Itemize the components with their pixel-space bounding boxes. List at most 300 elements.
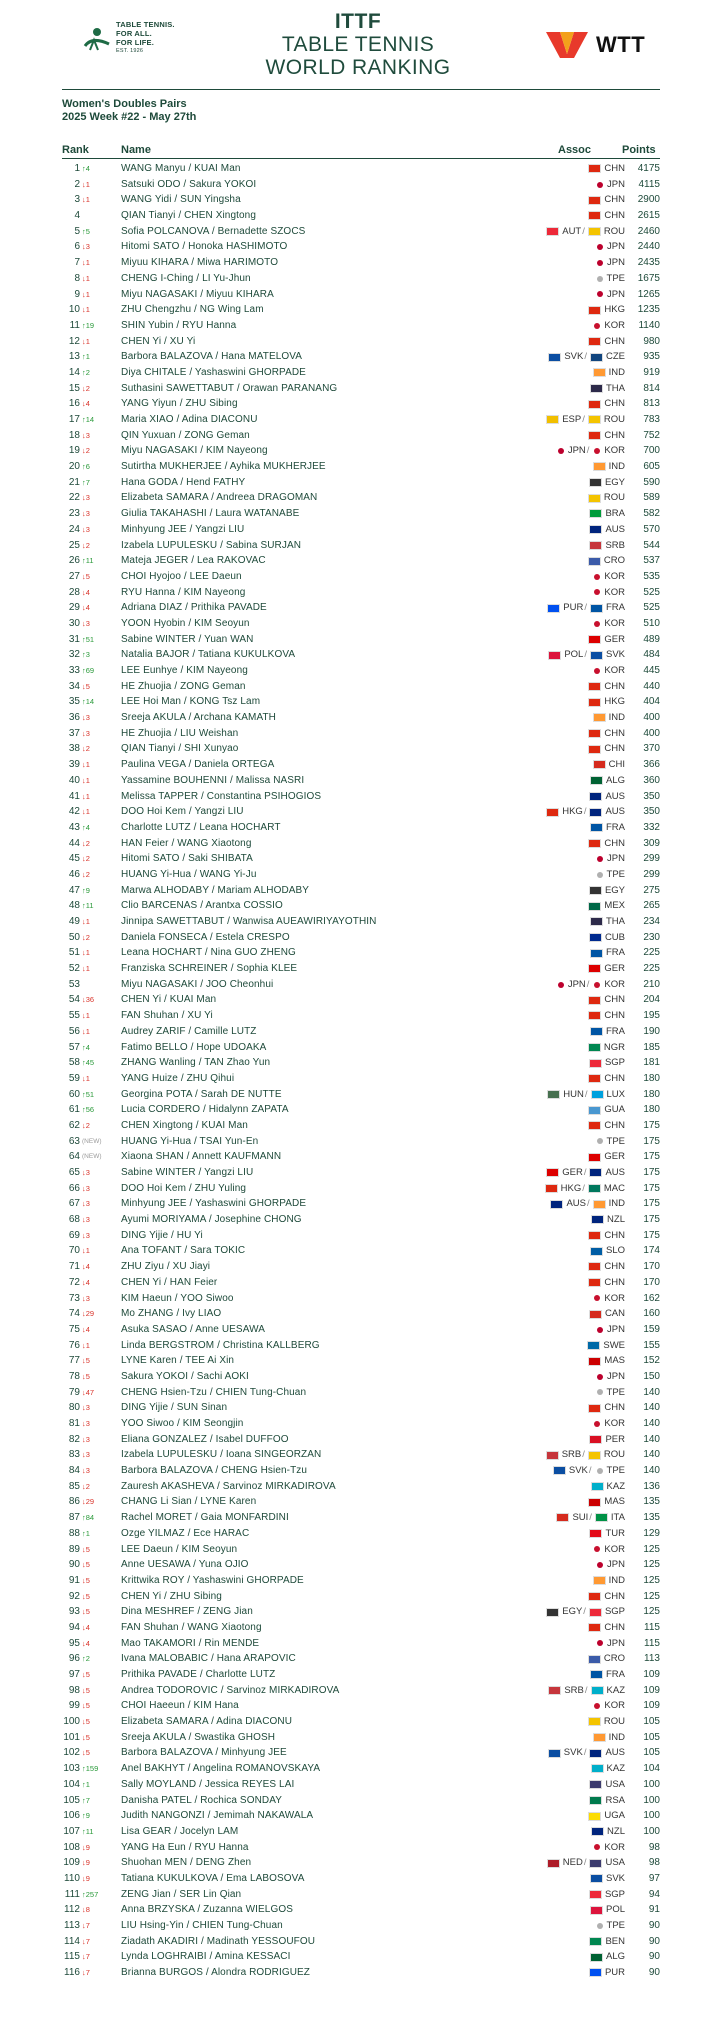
assoc-code: CHN <box>604 837 625 849</box>
flag-icon <box>588 698 601 707</box>
assoc-cell <box>440 632 625 648</box>
assoc-cell <box>440 1134 625 1150</box>
rank-cell: 62 <box>68 1119 80 1131</box>
assoc-code: SVK <box>564 351 584 363</box>
table-row <box>0 1636 716 1652</box>
pair-name: Ana TOFANT / Sara TOKIC <box>121 1245 246 1257</box>
assoc-separator: / <box>586 978 590 990</box>
points-cell: 170 <box>643 1276 660 1288</box>
pair-name: Melissa TAPPER / Constantina PSIHOGIOS <box>121 790 322 802</box>
assoc-code: CHN <box>604 194 625 206</box>
flag-icon <box>558 448 564 454</box>
flag-icon <box>547 604 560 613</box>
rank-cell: 116 <box>64 1967 80 1979</box>
flag-icon <box>553 1466 566 1475</box>
rank-change: ↓1 <box>82 760 90 770</box>
points-cell: 210 <box>643 978 660 990</box>
title-line-1: ITTF <box>334 10 382 33</box>
pair-name: HE Zhuojia / ZONG Geman <box>121 680 246 692</box>
rank-cell: 92 <box>68 1590 80 1602</box>
ittf-logo <box>82 18 192 62</box>
flag-icon <box>588 745 601 754</box>
assoc-cell <box>440 930 625 946</box>
assoc-cell <box>440 1808 625 1824</box>
points-cell: 570 <box>643 523 660 535</box>
rank-change: ↑4 <box>82 1042 90 1052</box>
table-row <box>0 1416 716 1432</box>
assoc-code: KOR <box>604 1543 625 1555</box>
table-row <box>0 161 716 177</box>
assoc-cell <box>440 412 625 428</box>
rank-change: ↓3 <box>82 1215 90 1225</box>
points-cell: 100 <box>643 1794 660 1806</box>
assoc-code: GER <box>562 1167 583 1178</box>
assoc-code: CHN <box>604 1072 625 1084</box>
assoc-cell <box>440 836 625 852</box>
rank-cell: 73 <box>68 1292 80 1304</box>
rank-cell: 81 <box>68 1418 80 1429</box>
pair-name: CHENG Hsien-Tzu / CHIEN Tung-Chuan <box>121 1386 307 1398</box>
pair-name: Maria XIAO / Adina DIACONU <box>121 414 258 425</box>
assoc-cell <box>440 1573 625 1589</box>
rank-change: ↑1 <box>82 1528 90 1538</box>
pair-name: Sakura YOKOI / Sachi AOKI <box>121 1370 249 1382</box>
assoc-cell <box>440 867 625 883</box>
table-row <box>0 255 716 271</box>
assoc-cell <box>440 1542 625 1558</box>
points-cell: 350 <box>643 790 660 802</box>
points-cell: 115 <box>644 1621 660 1633</box>
pair-name: CHANG Li Sian / LYNE Karen <box>121 1496 257 1508</box>
rank-change: ↓1 <box>82 1011 90 1021</box>
flag-icon <box>597 1138 603 1144</box>
flag-icon <box>548 1686 561 1695</box>
rank-cell: 40 <box>68 774 80 786</box>
rank-cell: 107 <box>63 1825 80 1837</box>
points-cell: 366 <box>643 759 660 771</box>
rank-change: ↓2 <box>82 1481 90 1491</box>
assoc-cell <box>440 1306 625 1322</box>
assoc-code: CHN <box>604 398 625 410</box>
assoc-cell <box>440 1040 625 1056</box>
table-row <box>0 600 716 616</box>
flag-icon <box>589 1059 602 1068</box>
points-cell: 589 <box>643 492 660 504</box>
rank-cell: 1 <box>74 163 80 174</box>
table-row <box>0 1714 716 1730</box>
assoc-cell <box>440 1887 625 1903</box>
flag-icon <box>597 1374 603 1380</box>
assoc-cell <box>440 1902 625 1918</box>
points-cell: 752 <box>643 429 660 441</box>
assoc-code: ITA <box>610 1512 625 1524</box>
rank-cell: 3 <box>74 194 80 206</box>
assoc-code: THA <box>606 916 625 927</box>
rank-cell: 74 <box>68 1308 80 1320</box>
flag-icon <box>591 1686 604 1695</box>
rank-change: ↓1 <box>82 305 90 315</box>
table-row <box>0 553 716 569</box>
assoc-code: AUS <box>605 790 625 802</box>
assoc-code: KOR <box>604 1700 625 1712</box>
rank-change: ↑4 <box>82 164 90 173</box>
rank-change: ↑84 <box>82 1513 95 1523</box>
table-row <box>0 1510 716 1526</box>
rank-cell: 113 <box>64 1920 80 1931</box>
assoc-cell <box>440 1416 625 1432</box>
points-cell: 181 <box>643 1057 660 1069</box>
flag-icon <box>594 574 600 580</box>
pair-name: Paulina VEGA / Daniela ORTEGA <box>121 759 275 771</box>
pair-name: Ayumi MORIYAMA / Josephine CHONG <box>121 1214 302 1226</box>
column-header-name: Name <box>121 144 151 156</box>
flag-icon <box>597 1923 603 1929</box>
rank-change: ↓3 <box>82 1293 90 1303</box>
flag-icon <box>597 1389 603 1395</box>
rank-cell: 63 <box>68 1135 80 1147</box>
table-row <box>0 1432 716 1448</box>
table-row <box>0 992 716 1008</box>
rank-cell: 114 <box>64 1935 80 1947</box>
rank-change: ↑3 <box>82 650 90 660</box>
rank-change: ↓2 <box>82 869 90 879</box>
assoc-cell <box>440 522 625 538</box>
pair-name: Hitomi SATO / Saki SHIBATA <box>121 853 253 865</box>
rank-change: ↑14 <box>82 415 95 424</box>
pair-name: Danisha PATEL / Rochica SONDAY <box>121 1794 283 1806</box>
flag-icon <box>589 1796 602 1805</box>
rank-change: ↓2 <box>82 446 90 456</box>
assoc-cell <box>440 1102 625 1118</box>
rank-cell: 20 <box>68 461 80 473</box>
wtt-wordmark: WTT <box>596 32 646 57</box>
table-row <box>0 710 716 726</box>
assoc-code: ROU <box>603 225 625 237</box>
pair-name: YANG Yiyun / ZHU Sibing <box>121 398 238 410</box>
points-cell: 100 <box>643 1810 660 1822</box>
assoc-code: SGP <box>604 1888 625 1900</box>
rank-cell: 97 <box>68 1669 80 1680</box>
table-row <box>0 961 716 977</box>
rank-cell: 67 <box>68 1198 80 1210</box>
pair-name: Barbora BALAZOVA / CHENG Hsien-Tzu <box>121 1465 308 1477</box>
rank-change: ↑11 <box>82 556 94 566</box>
rank-cell: 6 <box>74 241 80 253</box>
flag-icon <box>590 1953 603 1962</box>
assoc-cell <box>440 1651 625 1667</box>
assoc-cell <box>440 396 625 412</box>
flag-icon <box>597 1468 603 1474</box>
assoc-code: AUS <box>605 1747 625 1759</box>
pair-name: Fatimo BELLO / Hope UDOAKA <box>121 1041 267 1053</box>
rank-cell: 65 <box>68 1167 80 1178</box>
assoc-code: ROU <box>603 414 625 425</box>
assoc-cell <box>440 1463 625 1479</box>
pair-name: Shuohan MEN / DENG Zhen <box>121 1857 252 1869</box>
assoc-separator: / <box>583 806 587 818</box>
assoc-code: NED <box>562 1857 583 1869</box>
pair-name: SHIN Yubin / RYU Hanna <box>121 319 237 331</box>
assoc-cell <box>440 428 625 444</box>
assoc-cell <box>440 663 625 679</box>
rank-change: ↓5 <box>82 1575 90 1585</box>
points-cell: 309 <box>643 837 660 849</box>
rank-change: ↓3 <box>82 1434 90 1444</box>
table-row <box>0 1887 716 1903</box>
table-row <box>0 1259 716 1275</box>
assoc-code: CRO <box>603 1653 625 1665</box>
table-row <box>0 977 716 993</box>
points-cell: 152 <box>643 1355 660 1367</box>
assoc-cell <box>440 1212 625 1228</box>
rank-cell: 58 <box>68 1057 80 1069</box>
pair-name: Marwa ALHODABY / Mariam ALHODABY <box>121 884 310 896</box>
rank-change: ↓2 <box>82 540 90 550</box>
assoc-cell <box>440 1604 625 1620</box>
assoc-separator: / <box>584 602 587 614</box>
rank-change: ↓3 <box>82 1466 90 1476</box>
pair-name: Minhyung JEE / Yangzi LIU <box>121 523 245 535</box>
assoc-code: TPE <box>606 1465 625 1477</box>
assoc-code: CHN <box>604 335 625 347</box>
assoc-cell <box>440 1761 625 1777</box>
flag-icon <box>588 1231 601 1240</box>
rank-change: ↑159 <box>82 1764 99 1774</box>
rank-cell: 25 <box>68 539 80 551</box>
assoc-cell <box>440 1118 625 1134</box>
rank-change: ↓8 <box>82 1905 90 1915</box>
flag-icon <box>590 651 603 660</box>
pair-name: Hitomi SATO / Honoka HASHIMOTO <box>121 241 288 253</box>
assoc-code: CAN <box>604 1308 625 1320</box>
pair-name: LEE Daeun / KIM Seoyun <box>121 1543 238 1555</box>
rank-change: ↓5 <box>82 1670 90 1679</box>
flag-icon <box>546 415 559 424</box>
pair-name: CHEN Xingtong / KUAI Man <box>121 1119 248 1131</box>
rank-cell: 36 <box>68 712 80 724</box>
table-row <box>0 851 716 867</box>
points-cell: 109 <box>643 1700 660 1712</box>
assoc-code: GER <box>604 633 625 645</box>
assoc-code: JPN <box>567 445 586 457</box>
assoc-code: ROU <box>603 1449 625 1461</box>
assoc-code: NZL <box>607 1214 625 1226</box>
points-cell: 2615 <box>637 210 660 222</box>
flag-icon <box>589 1937 602 1946</box>
pair-name: QIN Yuxuan / ZONG Geman <box>121 429 250 441</box>
rank-change: ↑51 <box>82 634 95 644</box>
flag-icon <box>593 1200 606 1209</box>
rank-cell: 78 <box>68 1370 80 1382</box>
flag-icon <box>590 1027 603 1036</box>
assoc-code: CHN <box>604 743 625 755</box>
pair-name: CHOI Hyojoo / LEE Daeun <box>121 570 242 582</box>
points-cell: 2900 <box>637 194 660 206</box>
flag-icon <box>588 306 601 315</box>
assoc-code: PUR <box>604 1967 625 1979</box>
assoc-code: SVK <box>605 649 625 661</box>
assoc-code: SGP <box>604 1606 625 1618</box>
rank-cell: 49 <box>68 916 80 927</box>
rank-change: ↓4 <box>82 603 90 613</box>
pair-name: LIU Hsing-Yin / CHIEN Tung-Chuan <box>121 1920 283 1931</box>
assoc-code: IND <box>608 1198 625 1210</box>
assoc-cell <box>440 961 625 977</box>
pair-name: DOO Hoi Kem / ZHU Yuling <box>121 1182 247 1194</box>
table-row <box>0 1008 716 1024</box>
rank-change: ↓1 <box>82 195 90 205</box>
pair-name: CHEN Yi / KUAI Man <box>121 994 217 1006</box>
flag-icon <box>589 1529 602 1538</box>
assoc-code: CHN <box>604 680 625 692</box>
assoc-cell <box>440 538 625 554</box>
rank-cell: 22 <box>68 492 80 504</box>
pair-name: DOO Hoi Kem / Yangzi LIU <box>121 806 244 818</box>
rank-change: ↓47 <box>82 1387 95 1397</box>
rank-cell: 103 <box>63 1763 80 1775</box>
flag-icon <box>588 1498 601 1507</box>
points-cell: 204 <box>643 994 660 1006</box>
pair-name: Dina MESHREF / ZENG Jian <box>121 1606 253 1618</box>
rank-change: ↓29 <box>82 1309 95 1319</box>
assoc-code: JPN <box>567 978 586 990</box>
assoc-code: CHN <box>604 1590 625 1602</box>
assoc-cell <box>440 585 625 601</box>
points-cell: 90 <box>648 1935 660 1947</box>
flag-icon <box>594 448 600 454</box>
assoc-separator: / <box>584 1088 588 1100</box>
rank-change: ↑11 <box>82 901 94 911</box>
flag-icon <box>594 1703 600 1709</box>
table-row <box>0 632 716 648</box>
points-cell: 105 <box>643 1716 660 1728</box>
rank-change: ↓3 <box>82 1450 90 1460</box>
pair-name: Clio BARCENAS / Arantxa COSSIO <box>121 900 283 912</box>
rank-cell: 24 <box>68 523 80 535</box>
points-cell: 109 <box>643 1669 660 1680</box>
points-cell: 265 <box>643 900 660 912</box>
rank-change: ↓1 <box>82 289 90 299</box>
table-row <box>0 1604 716 1620</box>
table-row <box>0 883 716 899</box>
table-row <box>0 1275 716 1291</box>
assoc-cell <box>440 1918 625 1934</box>
flag-icon <box>597 1562 603 1568</box>
assoc-separator: / <box>582 1182 585 1194</box>
points-cell: 105 <box>643 1747 660 1759</box>
pair-name: LYNE Karen / TEE Ai Xin <box>121 1355 235 1367</box>
assoc-code: TPE <box>606 1386 625 1398</box>
pair-name: CHOI Haeeun / KIM Hana <box>121 1700 239 1712</box>
table-row <box>0 396 716 412</box>
pair-name: Adriana DIAZ / Prithika PAVADE <box>121 602 267 614</box>
pair-name: Tatiana KUKULKOVA / Ema LABOSOVA <box>121 1872 305 1884</box>
ittf-tagline <box>116 20 175 56</box>
rank-change: ↓3 <box>82 728 90 738</box>
table-row <box>0 1040 716 1056</box>
assoc-cell <box>440 1353 625 1369</box>
assoc-code: ALG <box>605 1951 625 1963</box>
flag-icon <box>546 1451 559 1460</box>
pair-name: Brianna BURGOS / Alondra RODRIGUEZ <box>121 1967 311 1979</box>
points-cell: 814 <box>643 382 660 394</box>
assoc-code: SVK <box>605 1872 625 1884</box>
assoc-code: SRB <box>605 539 625 551</box>
table-row <box>0 1542 716 1558</box>
rank-cell: 43 <box>68 821 80 833</box>
rank-change: ↓5 <box>82 1356 90 1366</box>
rank-change: ↓3 <box>82 1168 90 1177</box>
flag-icon <box>547 1859 560 1868</box>
table-row <box>0 428 716 444</box>
rank-cell: 85 <box>68 1480 80 1492</box>
table-row <box>0 1871 716 1887</box>
flag-icon <box>588 839 601 848</box>
rank-cell: 79 <box>68 1386 80 1398</box>
pair-name: YANG Huize / ZHU Qihui <box>121 1072 235 1084</box>
assoc-code: NZL <box>607 1825 625 1837</box>
rank-change: ↓2 <box>82 383 90 393</box>
table-row <box>0 490 716 506</box>
pair-name: Mo ZHANG / Ivy LIAO <box>121 1308 222 1320</box>
assoc-code: KAZ <box>606 1684 625 1696</box>
rank-cell: 26 <box>68 555 80 567</box>
table-row <box>0 318 716 334</box>
assoc-code: CHN <box>604 1119 625 1131</box>
table-row <box>0 1651 716 1667</box>
ittf-tagline-line: FOR ALL. <box>116 29 152 38</box>
assoc-cell <box>440 1071 625 1087</box>
flag-icon <box>588 1592 601 1601</box>
table-row <box>0 1087 716 1103</box>
assoc-cell <box>440 1557 625 1573</box>
rank-change: ↑14 <box>82 697 95 707</box>
rank-cell: 21 <box>68 476 80 488</box>
rank-cell: 4 <box>74 210 80 222</box>
points-cell: 170 <box>643 1261 660 1273</box>
assoc-cell <box>440 1526 625 1542</box>
assoc-cell <box>440 255 625 271</box>
rank-cell: 83 <box>68 1449 80 1461</box>
table-row <box>0 1745 716 1761</box>
rank-cell: 111 <box>64 1888 80 1900</box>
rank-cell: 101 <box>63 1731 80 1743</box>
assoc-code: GUA <box>604 1104 625 1116</box>
ittf-est: EST. 1926 <box>116 48 144 54</box>
rank-change: ↑51 <box>82 1089 95 1099</box>
rank-cell: 11 <box>69 319 80 331</box>
assoc-code: IND <box>608 461 625 473</box>
assoc-cell <box>440 224 625 240</box>
flag-icon <box>547 1090 560 1099</box>
flag-icon <box>590 917 603 926</box>
pair-name: Giulia TAKAHASHI / Laura WATANABE <box>121 508 300 520</box>
rank-change: ↓29 <box>82 1497 95 1507</box>
assoc-code: CHN <box>604 1621 625 1633</box>
rank-change: ↑45 <box>82 1058 95 1068</box>
assoc-code: KAZ <box>606 1763 625 1775</box>
assoc-cell <box>440 992 625 1008</box>
assoc-separator: / <box>583 1606 586 1618</box>
flag-icon <box>590 949 603 958</box>
pair-name: RYU Hanna / KIM Nayeong <box>121 586 246 598</box>
assoc-code: CHN <box>604 727 625 739</box>
rank-cell: 77 <box>68 1355 80 1367</box>
assoc-cell <box>440 287 625 303</box>
assoc-cell <box>440 1745 625 1761</box>
rank-change: ↓1 <box>82 948 90 958</box>
assoc-code: SVK <box>568 1465 588 1477</box>
